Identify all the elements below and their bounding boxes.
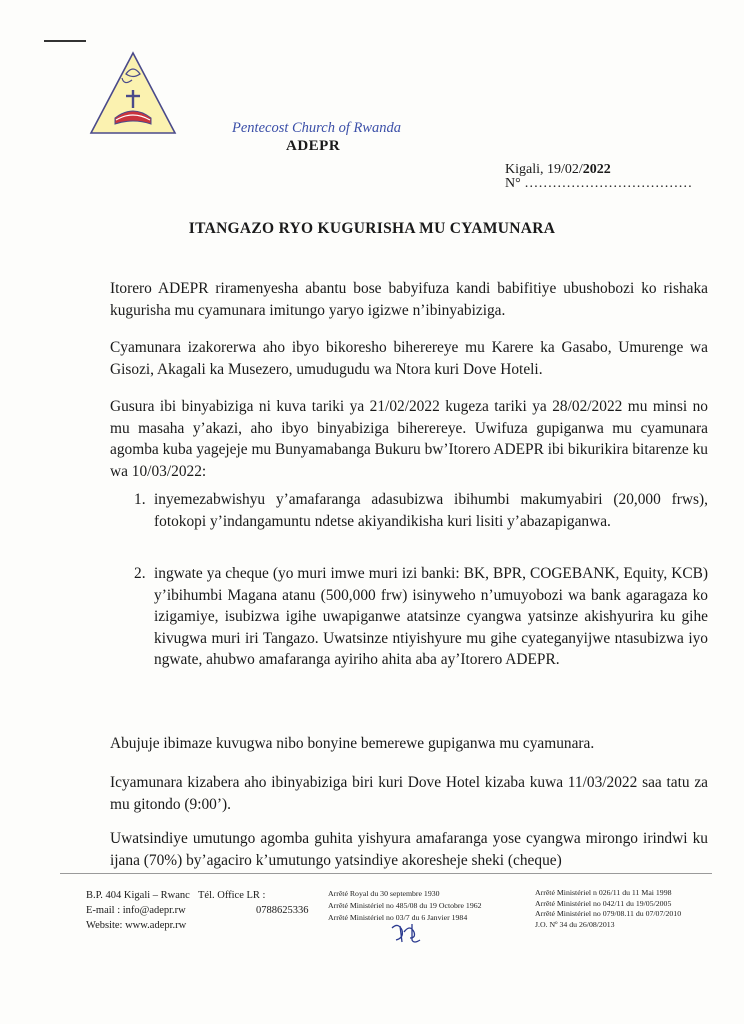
footer-decrees-right	[535, 888, 681, 930]
list-number: 2.	[134, 565, 146, 582]
footer-email: E-mail : info@adepr.rw	[86, 905, 186, 916]
footer-tel-label: Tél. Office LR :	[198, 890, 266, 901]
decree-line: J.O. Nº 34 du 26/08/2013	[535, 919, 615, 929]
footer-contact	[86, 888, 190, 933]
date-year: 2022	[582, 162, 611, 177]
decree-line: Arrêté Royal du 30 septembre 1930	[328, 889, 440, 898]
signature	[388, 920, 428, 946]
decree-line: Arrêté Ministériel no 079/08.11 du 07/07/2010	[535, 909, 682, 918]
footer-website: Website: www.adepr.rw	[86, 920, 187, 931]
paragraph-auction-date: Icyamunara kizabera aho ibinyabiziga biri kuri Dove Hotel kizaba kuwa 11/03/2022 saa tatu za mu gitondo (9:00’).	[110, 774, 708, 813]
reference-number: N° ………………………………	[505, 176, 693, 191]
paragraph-location: Cyamunara izakorerwa aho ibyo bikoresho biherereye mu Karere ka Gasabo, Umurenge wa Gisozi, Akagali ka Musezero, umudugudu wa Ntora kuri Dove Hoteli.	[110, 339, 708, 378]
list-text: inyemezabwishyu y’amafaranga adasubizwa ibihumbi makumyabiri (20,000 frws), fotokopi y’indangamuntu ndetse akiyandikisha kuri lisiti y’abazapiganwa.	[154, 491, 708, 530]
list-text: ingwate ya cheque (yo muri imwe muri izi banki: BK, BPR, COGEBANK, Equity, KCB) y’ibihumbi Magana atanu (500,000 frw) isinyweho n’umuyobozi wa bank agaragaza ko izigamiye, isubizwa igihe uwapiganwe atatsinze cyangwa yatsinze akishyurira ku gihe kivugwa muri iri Tangazo. Uwatsinze ntiyishyure mu gihe cyateganyijwe ntasubizwa iyo ngwate, ahubwo amafaranga ayiriho ahita aba ay’Itorero ADEPR.	[154, 565, 708, 668]
decree-line: Arrêté Ministériel no 485/08 du 19 Octobre 1962	[328, 901, 482, 910]
paragraph-eligibility: Abujuje ibimaze kuvugwa nibo bonyine bemerewe gupiganwa mu cyamunara.	[110, 735, 595, 752]
list-number: 1.	[134, 491, 146, 508]
decree-line: Arrêté Ministériel no 03/7 du 6 Janvier 1984	[328, 913, 468, 922]
church-name: Pentecost Church of Rwanda	[232, 120, 402, 136]
footer-decrees-left	[328, 888, 482, 924]
list-item	[110, 563, 708, 671]
decree-line: Arrêté Ministériel no 042/11 du 19/05/2005	[535, 898, 672, 908]
adepr-logo	[88, 50, 178, 136]
scan-mark	[44, 40, 86, 42]
document-title: ITANGAZO RYO KUGURISHA MU CYAMUNARA	[188, 220, 556, 237]
footer-phone	[198, 888, 309, 918]
date-prefix: Kigali, 19/02/	[505, 162, 583, 177]
decree-line: Arrêté Ministériel n 026/11 du 11 Mai 1998	[535, 888, 672, 897]
church-acronym: ADEPR	[286, 138, 341, 154]
footer-tel-number: 0788625336	[256, 905, 309, 916]
list-item	[110, 489, 708, 532]
paragraph-intro: Itorero ADEPR riramenyesha abantu bose babyifuza kandi babifitiye ubushobozi ko rishaka kugurisha mu cyamunara imitungo yaryo igizwe n’ibinyabiziga.	[110, 280, 708, 319]
paragraph-visit: Gusura ibi binyabiziga ni kuva tariki ya 21/02/2022 kugeza tariki ya 28/02/2022 mu minsi no mu masaha y’akazi, aho ibyo binyabiziga biherereye. Uwifuza gupiganwa mu cyamunara agomba kuba yagejeje mu Bunyamabanga Bukuru bw’Itorero ADEPR ibi bikurikira bitarenze ku wa 10/03/2022:	[110, 398, 708, 480]
footer-address: B.P. 404 Kigali – Rwanc	[86, 890, 190, 901]
paragraph-payment: Uwatsindiye umutungo agomba guhita yishyura amafaranga yose cyangwa mirongo irindwi ku ijana (70%) by’agaciro k’umutungo yatsindiye akoresheje sheki (cheque)	[110, 830, 708, 869]
footer-divider	[60, 873, 712, 874]
